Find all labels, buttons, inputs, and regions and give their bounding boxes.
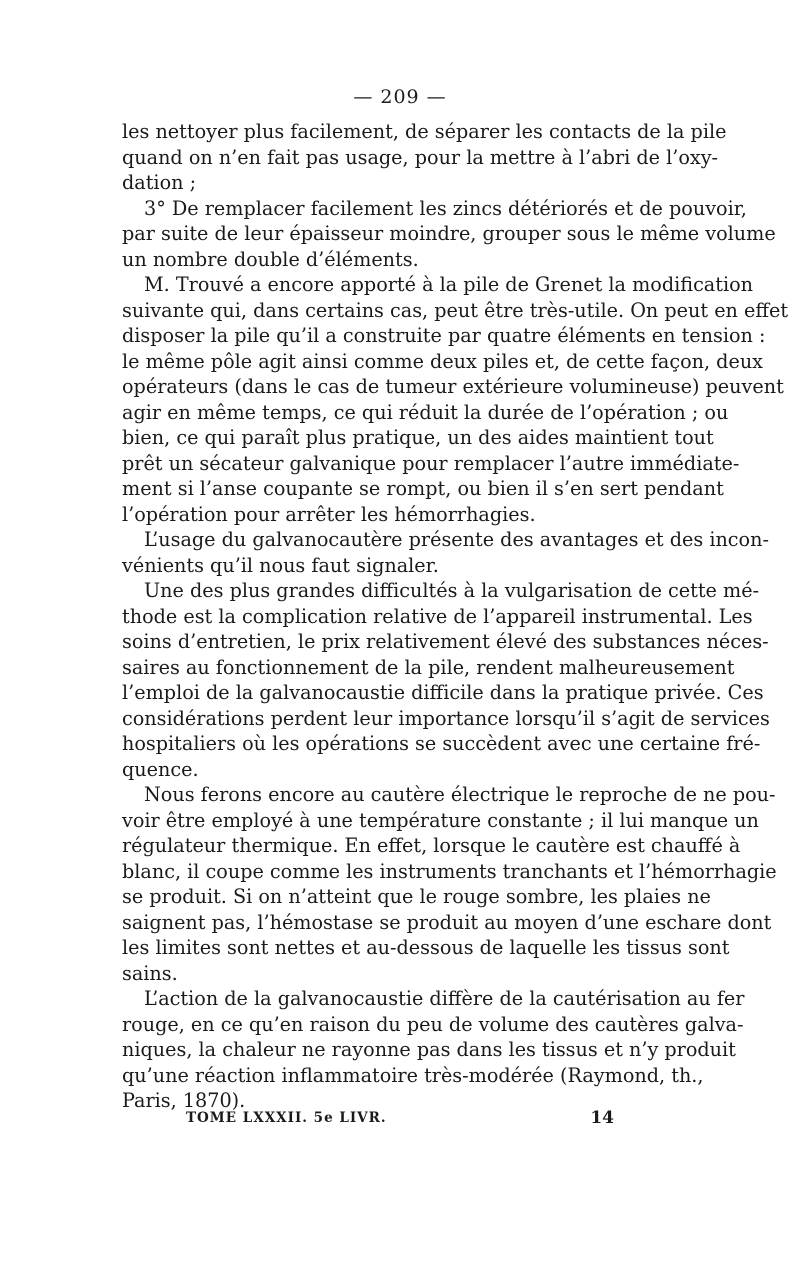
footer-volume-info: TOME LXXXII. 5e LIVR. bbox=[186, 1110, 387, 1126]
text-line: l’emploi de la galvanocaustie difficile dans la pratique privée. Ces bbox=[122, 681, 764, 704]
text-line: disposer la pile qu’il a construite par quatre éléments en tension : bbox=[122, 324, 766, 347]
text-line: bien, ce qui paraît plus pratique, un des aides maintient tout bbox=[122, 426, 714, 449]
text-line: le même pôle agit ainsi comme deux piles et, de cette façon, deux bbox=[122, 349, 764, 373]
text-line: opérateurs (dans le cas de tumeur extérieure volumineuse) peuvent bbox=[122, 375, 784, 398]
text-line: voir être employé à une température constante ; il lui manque un bbox=[122, 808, 759, 832]
text-line: Paris, 1870). bbox=[122, 1089, 246, 1112]
text-line: 3° De remplacer facilement les zincs détériorés et de pouvoir, bbox=[144, 196, 747, 220]
text-line: quence. bbox=[122, 757, 199, 781]
text-line: un nombre double d’éléments. bbox=[122, 247, 419, 271]
text-line: qu’une réaction inflammatoire très-modérée (Raymond, th., bbox=[122, 1063, 704, 1087]
text-line: suivante qui, dans certains cas, peut être très-utile. On peut en effet bbox=[122, 298, 789, 322]
text-line: se produit. Si on n’atteint que le rouge sombre, les plaies ne bbox=[122, 885, 711, 908]
text-line: M. Trouvé a encore apporté à la pile de Grenet la modification bbox=[144, 273, 754, 296]
text-line: vénients qu’il nous faut signaler. bbox=[122, 553, 439, 577]
text-line: régulateur thermique. En effet, lorsque le cautère est chauffé à bbox=[122, 834, 741, 857]
text-line: les limites sont nettes et au-dessous de laquelle les tissus sont bbox=[122, 936, 730, 959]
text-line: les nettoyer plus facilement, de séparer les contacts de la pile bbox=[122, 120, 727, 143]
text-line: thode est la complication relative de l’appareil instrumental. Les bbox=[122, 604, 753, 628]
text-line: dation ; bbox=[122, 171, 197, 194]
text-line: considérations perdent leur importance lorsqu’il s’agit de services bbox=[122, 706, 770, 730]
text-line: l’opération pour arrêter les hémorrhagies. bbox=[122, 502, 536, 526]
text-line: soins d’entretien, le prix relativement élevé des substances néces- bbox=[122, 630, 769, 653]
text-line: L’usage du galvanocautère présente des avantages et des incon- bbox=[144, 528, 769, 551]
text-line: L’action de la galvanocaustie diffère de la cautérisation au fer bbox=[144, 987, 745, 1010]
text-line: hospitaliers où les opérations se succèdent avec une certaine fré- bbox=[122, 732, 761, 755]
text-line: quand on n’en fait pas usage, pour la mettre à l’abri de l’oxy- bbox=[122, 145, 719, 169]
text-line: prêt un sécateur galvanique pour remplacer l’autre immédiate- bbox=[122, 451, 740, 475]
text-line: agir en même temps, ce qui réduit la durée de l’opération ; ou bbox=[122, 400, 729, 424]
text-line: par suite de leur épaisseur moindre, grouper sous le même volume bbox=[122, 222, 776, 245]
text-line: sains. bbox=[122, 961, 178, 985]
text-line: Une des plus grandes difficultés à la vulgarisation de cette mé- bbox=[144, 579, 760, 602]
page-footer bbox=[186, 1110, 614, 1126]
footer-signature-number: 14 bbox=[590, 1108, 614, 1128]
text-line: rouge, en ce qu’en raison du peu de volume des cautères galva- bbox=[122, 1012, 744, 1036]
text-line: niques, la chaleur ne rayonne pas dans les tissus et n’y produit bbox=[122, 1038, 736, 1061]
text-line: saires au fonctionnement de la pile, rendent malheureusement bbox=[122, 655, 735, 679]
text-line: saignent pas, l’hémostase se produit au moyen d’une eschare dont bbox=[122, 910, 772, 934]
text-line: blanc, il coupe comme les instruments tranchants et l’hémorrhagie bbox=[122, 859, 777, 883]
text-line: ment si l’anse coupante se rompt, ou bien il s’en sert pendant bbox=[122, 477, 724, 500]
page-number: — 209 — bbox=[353, 86, 447, 108]
text-line: Nous ferons encore au cautère électrique le reproche de ne pou- bbox=[144, 783, 776, 806]
body-text bbox=[122, 119, 789, 1114]
